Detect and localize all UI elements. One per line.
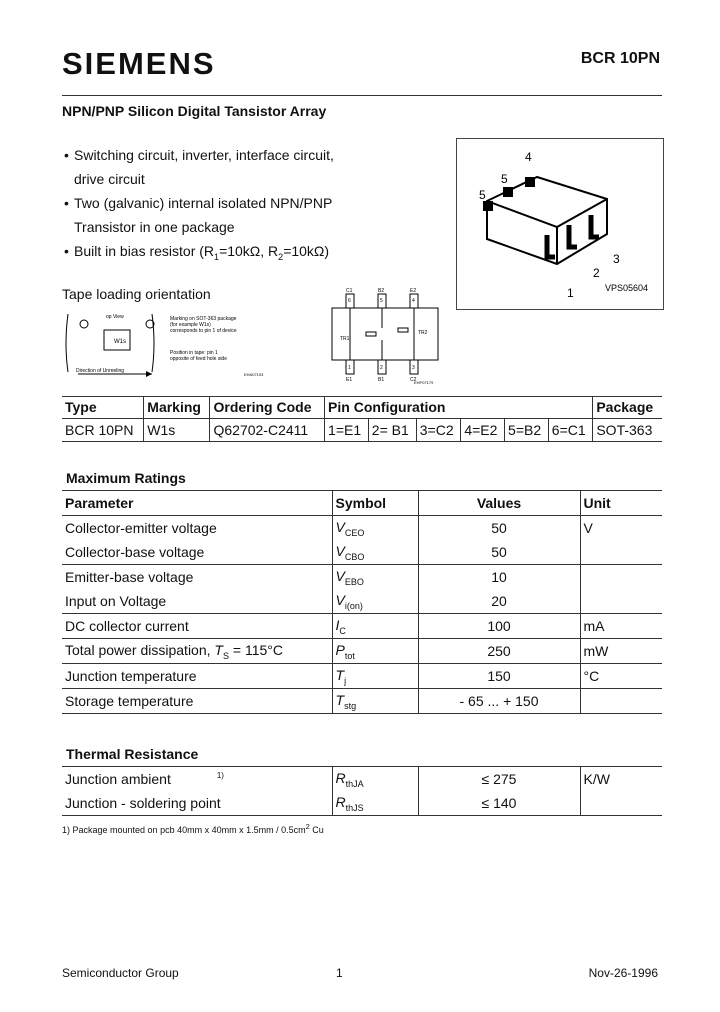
pin-name: B2 — [378, 288, 385, 294]
pin-label: 5 — [479, 188, 486, 202]
table-header-row — [62, 491, 662, 516]
unit-cell: K/W — [583, 771, 610, 787]
symbol-cell: $V_{CEO}$ — [332, 516, 418, 541]
circuit-diagram — [330, 288, 440, 384]
symbol-cell: $V_{EBO}$ — [332, 565, 418, 590]
pin-number: 1 — [348, 365, 351, 371]
header-cell: Unit — [583, 495, 611, 511]
tape-drawing — [62, 310, 302, 380]
tape-diagram — [62, 310, 302, 380]
package-drawing — [457, 139, 663, 309]
table-cell: BCR 10PN — [62, 419, 144, 442]
pin-label: 2 — [593, 266, 600, 280]
symbol-cell: $R_{thJA}$ — [332, 767, 418, 791]
header-cell: Values — [418, 491, 580, 516]
value-cell: 100 — [418, 614, 580, 639]
pin-name: E1 — [346, 377, 353, 383]
unit-cell — [580, 540, 662, 565]
param-cell: DC collector current — [62, 614, 332, 639]
symbol-cell: $V_{i(on)}$ — [332, 589, 418, 614]
feature-item: • Two (galvanic) internal isolated NPN/PNP Transistor in one package — [64, 195, 333, 235]
pin-name: B1 — [378, 377, 385, 383]
thermal-title: Thermal Resistance — [66, 746, 199, 762]
position-note: opposite of feed hole side — [170, 356, 227, 362]
param-cell: Junction - soldering point — [62, 791, 332, 816]
table-cell: 4=E2 — [461, 419, 505, 442]
package-diagram — [456, 138, 664, 310]
table-row — [62, 565, 662, 590]
table-cell: SOT-363 — [596, 422, 653, 438]
header-cell: Ordering Code — [210, 396, 325, 419]
marking-note: (for example W1s) — [170, 322, 211, 328]
symbol-cell: $T_{stg}$ — [332, 689, 418, 714]
top-view-label: op View — [106, 314, 124, 320]
value-cell: ≤ 275 — [418, 767, 580, 791]
table-cell: W1s — [144, 419, 210, 442]
symbol-cell: $T_j$ — [332, 664, 418, 689]
table-row — [62, 791, 662, 816]
pin-label: 3 — [613, 252, 620, 266]
param-cell: Junction temperature — [62, 664, 332, 689]
value-cell: 250 — [418, 639, 580, 664]
pin-number: 2 — [380, 365, 383, 371]
header-cell: Pin Configuration — [325, 396, 593, 419]
header-cell: Marking — [144, 396, 210, 419]
table-cell: 6=C1 — [548, 419, 593, 442]
max-ratings-table — [62, 491, 662, 714]
siemens-logo: SIEMENS — [62, 46, 216, 81]
header-cell: Package — [593, 396, 662, 419]
direction-label: Direction of Unreeling — [76, 368, 125, 374]
param-cell: Input on Voltage — [62, 589, 332, 614]
table-cell: 3=C2 — [416, 419, 461, 442]
chip-marking: W1s — [114, 339, 126, 345]
pin-number: 3 — [412, 365, 415, 371]
footnote: 1) Package mounted on pcb 40mm x 40mm x $1.5mm / 0.5cm^2$ Cu — [62, 822, 324, 835]
header-divider — [62, 95, 662, 96]
circuit-code: EHP07179 — [414, 380, 434, 384]
pin-label: 5 — [501, 172, 508, 186]
pin-name: C2 — [410, 377, 417, 383]
table-row — [62, 767, 662, 791]
value-cell: 10 — [418, 565, 580, 590]
page-number: 1 — [336, 966, 343, 980]
value-cell: 50 — [418, 516, 580, 541]
value-cell: 20 — [418, 589, 580, 614]
table-cell: 5=B2 — [505, 419, 549, 442]
table-row — [62, 419, 662, 442]
tr1-label: TR1 — [340, 336, 350, 342]
table-row — [62, 664, 662, 689]
param-cell: Total power dissipation, $T_S = 115^\circ C$ — [62, 639, 332, 664]
pin-name: C1 — [346, 288, 353, 294]
tape-label: Tape loading orientation — [62, 286, 211, 302]
symbol-cell: $V_{CBO}$ — [332, 540, 418, 565]
package-code: VPS05604 — [605, 283, 649, 293]
table-row — [62, 689, 662, 714]
position-note: Position in tape: pin 1 — [170, 350, 218, 356]
value-cell: 50 — [418, 540, 580, 565]
param-cell: Collector-emitter voltage — [62, 516, 332, 541]
unit-cell — [580, 589, 662, 614]
tape-code: EHA07193 — [244, 372, 264, 377]
table-bottom-rule — [62, 441, 662, 442]
marking-note: corresponds to pin 1 of device — [170, 328, 237, 334]
symbol-cell: $I_C$ — [332, 614, 418, 639]
pin-label: 4 — [525, 150, 532, 164]
unit-cell: V — [583, 520, 593, 536]
value-cell: ≤ 140 — [418, 791, 580, 816]
pin-number: 5 — [380, 298, 383, 304]
table-cell: 1=E1 — [325, 419, 369, 442]
pin-name: E2 — [410, 288, 417, 294]
param-cell: Storage temperature — [62, 689, 332, 714]
symbol-cell: $R_{thJS}$ — [332, 791, 418, 816]
unit-cell — [580, 791, 662, 816]
footer-date: Nov-26-1996 — [588, 966, 658, 980]
pin-label: 1 — [567, 286, 574, 300]
unit-cell — [580, 565, 662, 590]
table-row — [62, 516, 662, 541]
feature-list — [64, 143, 334, 269]
table-row — [62, 540, 662, 565]
table-cell: 2= B1 — [368, 419, 416, 442]
table-cell: Q62702-C2411 — [210, 419, 325, 442]
circuit-drawing — [330, 288, 440, 384]
table-row — [62, 639, 662, 664]
unit-cell: mA — [583, 618, 605, 634]
tr2-label: TR2 — [418, 330, 428, 336]
page-title: NPN/PNP Silicon Digital Tansistor Array — [62, 103, 327, 119]
pin-number: 6 — [348, 298, 351, 304]
marking-note: Marking on SOT-363 package — [170, 316, 237, 322]
pin-number: 4 — [412, 298, 415, 304]
unit-cell: °C — [583, 668, 600, 684]
table-top-rule — [62, 396, 662, 397]
param-cell: Emitter-base voltage — [62, 565, 332, 590]
unit-cell: mW — [583, 643, 609, 659]
thermal-table — [62, 767, 662, 816]
footer-left: Semiconductor Group — [62, 966, 179, 980]
ordering-table — [62, 396, 662, 442]
table-row — [62, 589, 662, 614]
feature-item: • Switching circuit, inverter, interface circuit, drive circuit — [64, 147, 334, 187]
symbol-cell: $P_{tot}$ — [332, 639, 418, 664]
header-cell: Parameter — [62, 491, 332, 516]
table-row — [62, 614, 662, 639]
value-cell: - 65 ... + 150 — [418, 689, 580, 714]
part-number: BCR 10PN — [580, 50, 660, 67]
table-header-row — [62, 396, 662, 419]
unit-cell — [580, 689, 662, 714]
value-cell: 150 — [418, 664, 580, 689]
param-cell: Junction ambient $^{1)}$ — [62, 767, 332, 791]
param-cell: Collector-base voltage — [62, 540, 332, 565]
header-cell: Symbol — [332, 491, 418, 516]
feature-item: • Built in bias resistor ($R_1=10k\Omega$, $R_2=10k\Omega$) — [64, 243, 330, 262]
header-cell: Type — [62, 396, 144, 419]
max-ratings-title: Maximum Ratings — [66, 470, 186, 486]
